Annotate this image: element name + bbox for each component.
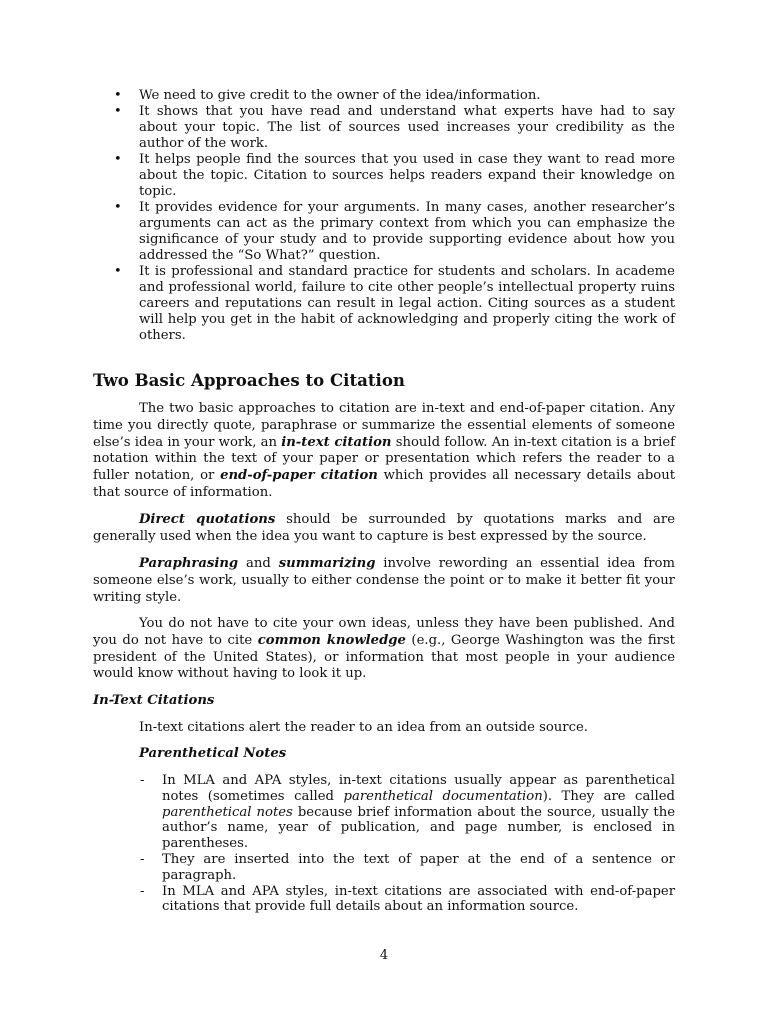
intext-citations-heading: In-Text Citations (93, 693, 215, 708)
bullet-item: • It is professional and standard practice for students and scholars. In academe and professional world, failure to cite other people’s intellectual property ruins careers and reputations can result in legal action. Citing sources as a student will help you get in the habit of acknowledging and properly citing the work of others. (113, 264, 675, 344)
term-parenthetical-notes: parenthetical notes (162, 804, 293, 820)
text-run: and (238, 556, 279, 571)
approaches-body (93, 401, 675, 502)
paragraph-intro (93, 401, 675, 502)
dash-item: - They are inserted into the text of paper at the end of a sentence or paragraph. (93, 852, 675, 884)
intext-intro: In-text citations alert the reader to an idea from an outside source. (139, 720, 588, 735)
text-run: In MLA and APA styles, in-text citations usually appear as parenthetical notes (sometimes called (162, 773, 675, 804)
parenthetical-heading-block (93, 746, 675, 762)
text-run: which provides all necessary details about that source of information. (93, 468, 676, 500)
term-in-text-citation: in-text citation (281, 434, 392, 450)
reasons-bullet-list (113, 88, 675, 344)
term-paraphrasing: Paraphrasing (139, 556, 239, 571)
text-run: involve rewording an essential idea from someone else’s work, usually to either condense the point or to make it better fit your writing style. (93, 556, 675, 605)
paragraph-common-knowledge (93, 616, 675, 683)
text-run: The two basic approaches to citation are in-text and end-of-paper citation. Any time you directly quote, paraphrase or summarize the essential elements of someone else’s idea in your work, an (93, 401, 675, 450)
bullet-item: • It helps people find the sources that you used in case they want to read more about the topic. Citation to sources helps readers expand their knowledge on topic. (113, 152, 675, 200)
bullet-item: • It shows that you have read and understand what experts have had to say about your topic. The list of sources used increases your credibility as the author of the work. (113, 104, 675, 152)
intext-heading-block (93, 693, 675, 709)
direct-quotations-body (93, 512, 675, 546)
term-summarizing: summarizing (278, 556, 376, 571)
text-run: because brief information about the source, usually the author’s name, year of publication, and page number, is enclosed in parentheses. (162, 804, 676, 852)
parenthetical-list-block (93, 773, 675, 915)
dash-item (93, 773, 675, 852)
parenthetical-dash-list (93, 773, 675, 915)
section-heading: Two Basic Approaches to Citation (93, 370, 405, 390)
term-parenthetical-documentation: parenthetical documentation (343, 788, 543, 804)
bullet-item: • We need to give credit to the owner of the idea/information. (113, 88, 675, 104)
term-common-knowledge: common knowledge (257, 632, 406, 648)
text-run: ). They are called (542, 788, 675, 804)
parenthetical-notes-heading: Parenthetical Notes (139, 746, 287, 761)
text-run: (e.g., George Washington was the first president of the United States), or information that most people in your audience would know without having to look it up. (93, 632, 675, 682)
text-run: You do not have to cite your own ideas, unless they have been published. And you do not have to cite (93, 616, 675, 648)
common-knowledge-body (93, 616, 675, 683)
term-end-of-paper-citation: end-of-paper citation (220, 468, 378, 484)
paragraph-paraphrasing (93, 556, 675, 606)
term-direct-quotations: Direct quotations (139, 512, 276, 527)
text-run: should be surrounded by quotations marks and are generally used when the idea you want to capture is best expressed by the source. (93, 512, 675, 544)
paraphrasing-body (93, 556, 675, 606)
intext-intro-block (93, 720, 675, 736)
paragraph-direct-quotations (93, 512, 675, 546)
dash-item: - In MLA and APA styles, in-text citations are associated with end-of-paper citations that provide full details about an information source. (93, 884, 675, 916)
page-number: 4 (379, 948, 389, 963)
bullet-item: • It provides evidence for your arguments. In many cases, another researcher’s arguments can act as the primary context from which you can emphasize the significance of your study and to provide supporting evidence about how you addressed the “So What?” question. (113, 200, 675, 264)
text-run: should follow. An in-text citation is a brief notation within the text of your paper or presentation which refers the reader to a fuller notation, or (93, 434, 676, 484)
